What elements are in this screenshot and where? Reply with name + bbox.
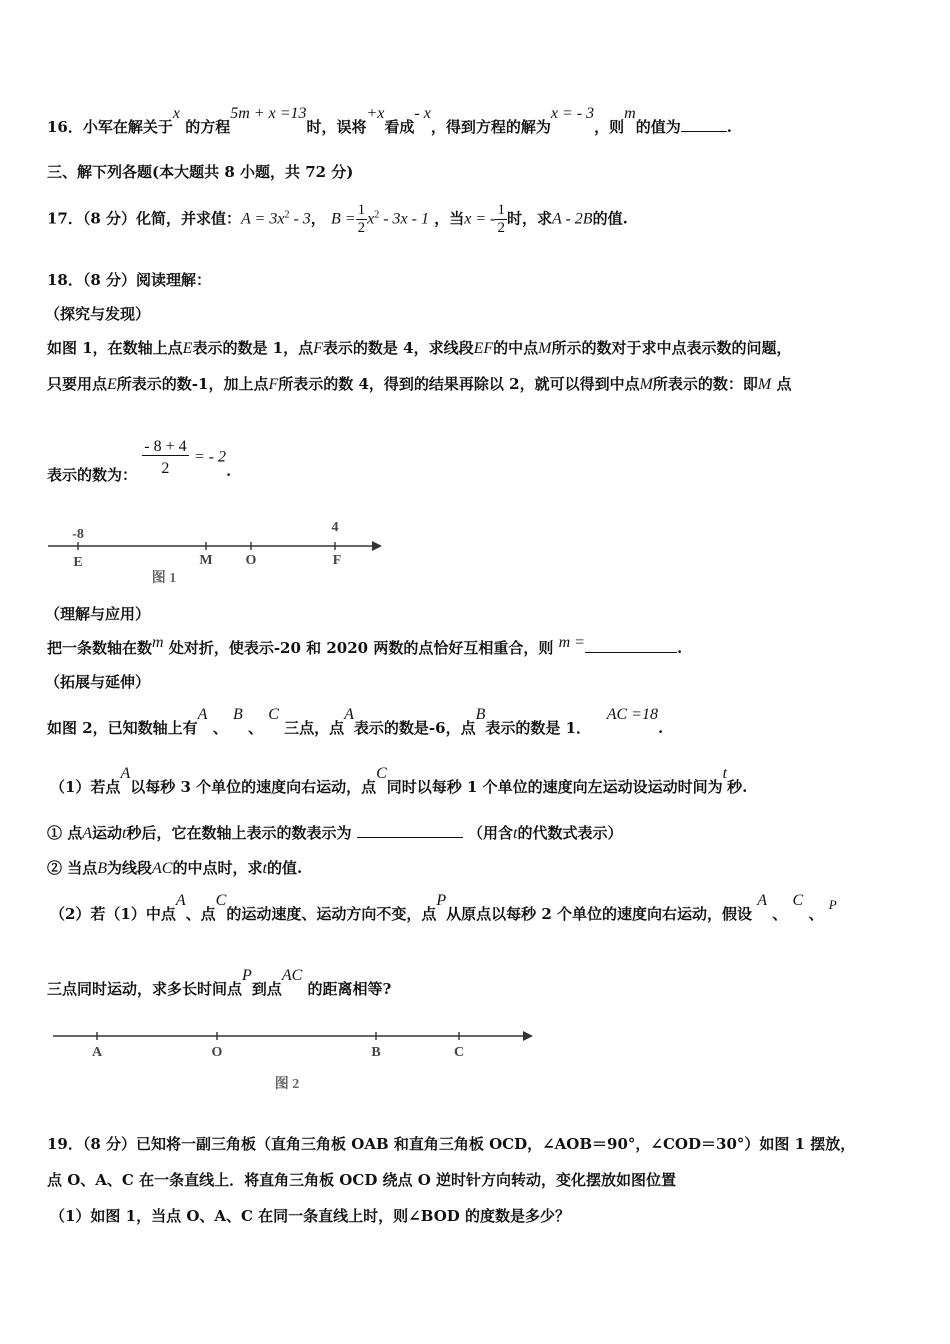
- label-E: E: [73, 555, 83, 570]
- label-M: M: [199, 553, 213, 568]
- q18-paragraph-6: （1）若点A以每秒 3 个单位的速度向右运动，点C同时以每秒 1 个单位的速度向左运动设运动时间为t秒.: [50, 765, 748, 796]
- q19-line-2: 点 O、A、C 在一条直线上．将直角三角板 OCD 绕点 O 逆时针方向转动，变化摆放如图位置: [47, 1171, 677, 1189]
- figure-1-caption: 图 1: [151, 571, 177, 586]
- q17-line: 17．（8 分）化简，并求值：$A = 3x^2 - 3$， B = $\frac{1}{2}$ $x^2 - 3x - 1$ ，当x = - $\frac{1}{2}$ 时，求A - 2B的值.: [47, 202, 628, 236]
- q18-paragraph-10: 三点同时运动，求多长时间点P到点AC 的距离相等?: [47, 967, 392, 998]
- answer-blank-m[interactable]: [585, 652, 677, 653]
- answer-blank-expression[interactable]: [357, 837, 463, 838]
- answer-blank-q16[interactable]: [681, 131, 727, 132]
- q18-paragraph-7: ① 点A运动t秒后，它在数轴上表示的数表示为 （用含t的代数式表示）: [47, 824, 623, 842]
- label-A: A: [91, 1045, 103, 1060]
- q18-title: 18．（8 分）阅读理解：: [47, 271, 212, 289]
- axis-arrow: [523, 1031, 533, 1041]
- q18-paragraph-5: 如图 2，已知数轴上有A 、 B 、 C 三点，点A表示的数是-6，点B表示的数是 1． AC =18.: [47, 706, 664, 737]
- q18-heading-explore: （探究与发现）: [45, 305, 151, 323]
- section-heading: 三、解下列各题(本大题共 8 小题，共 72 分): [47, 163, 354, 181]
- fraction-one-half: $\frac{1}{2}$: [497, 202, 505, 236]
- q18-heading-apply: （理解与应用）: [45, 605, 151, 623]
- label-f-value: 4: [331, 520, 339, 535]
- label-O: O: [211, 1045, 223, 1060]
- midpoint-fraction: $\frac{- 8 + 4}{2}$: [144, 438, 187, 477]
- q18-paragraph-3: 表示的数为： $\frac{- 8 + 4}{2}$ = - 2.: [47, 438, 232, 484]
- q18-paragraph-1: 如图 1，在数轴上点E表示的数是 1，点F表示的数是 4，求线段EF的中点M所示的数对于求中点表示数的问题，: [47, 339, 792, 357]
- q16-line: 16．小军在解关于x 的方程5m + x =13时，误将+x看成- x，得到方程的解为x = - 3，则m的值为 .: [47, 105, 732, 136]
- axis-arrow: [372, 541, 382, 551]
- q18-heading-extend: （拓展与延伸）: [45, 673, 151, 691]
- q18-paragraph-4: 把一条数轴在数m 处对折，使表示-20 和 2020 两数的点恰好互相重合，则 m = .: [47, 634, 683, 657]
- figure-2-caption: 图 2: [274, 1077, 300, 1092]
- fraction-one-half: $\frac{1}{2}$: [357, 202, 366, 236]
- figure-2-number-line: [45, 1022, 545, 1102]
- q19-line-3: （1）如图 1，当点 O、A、C 在同一条直线上时，则∠BOD 的度数是多少？: [50, 1207, 571, 1225]
- label-C: C: [453, 1045, 465, 1060]
- label-O: O: [245, 553, 257, 568]
- figure-1-number-line: [40, 515, 390, 595]
- q18-paragraph-2: 只要用点E所表示的数-1，加上点F所表示的数 4，得到的结果再除以 2，就可以得到中点M所表示的数：即M 点: [47, 375, 792, 393]
- label-F: F: [332, 553, 342, 568]
- q19-line-1: 19．（8 分）已知将一副三角板（直角三角板 OAB 和直角三角板 OCD，∠AOB＝90°，∠COD＝30°）如图 1 摆放，: [47, 1135, 856, 1153]
- q18-paragraph-9: （2）若（1）中点A、点C的运动速度、运动方向不变，点P从原点以每秒 2 个单位的速度向右运动，假设 A 、 C 、 P: [50, 892, 837, 923]
- label-B: B: [371, 1045, 381, 1060]
- label-e-value: -8: [72, 527, 84, 542]
- q18-paragraph-8: ② 当点B为线段AC的中点时，求t的值.: [47, 859, 303, 877]
